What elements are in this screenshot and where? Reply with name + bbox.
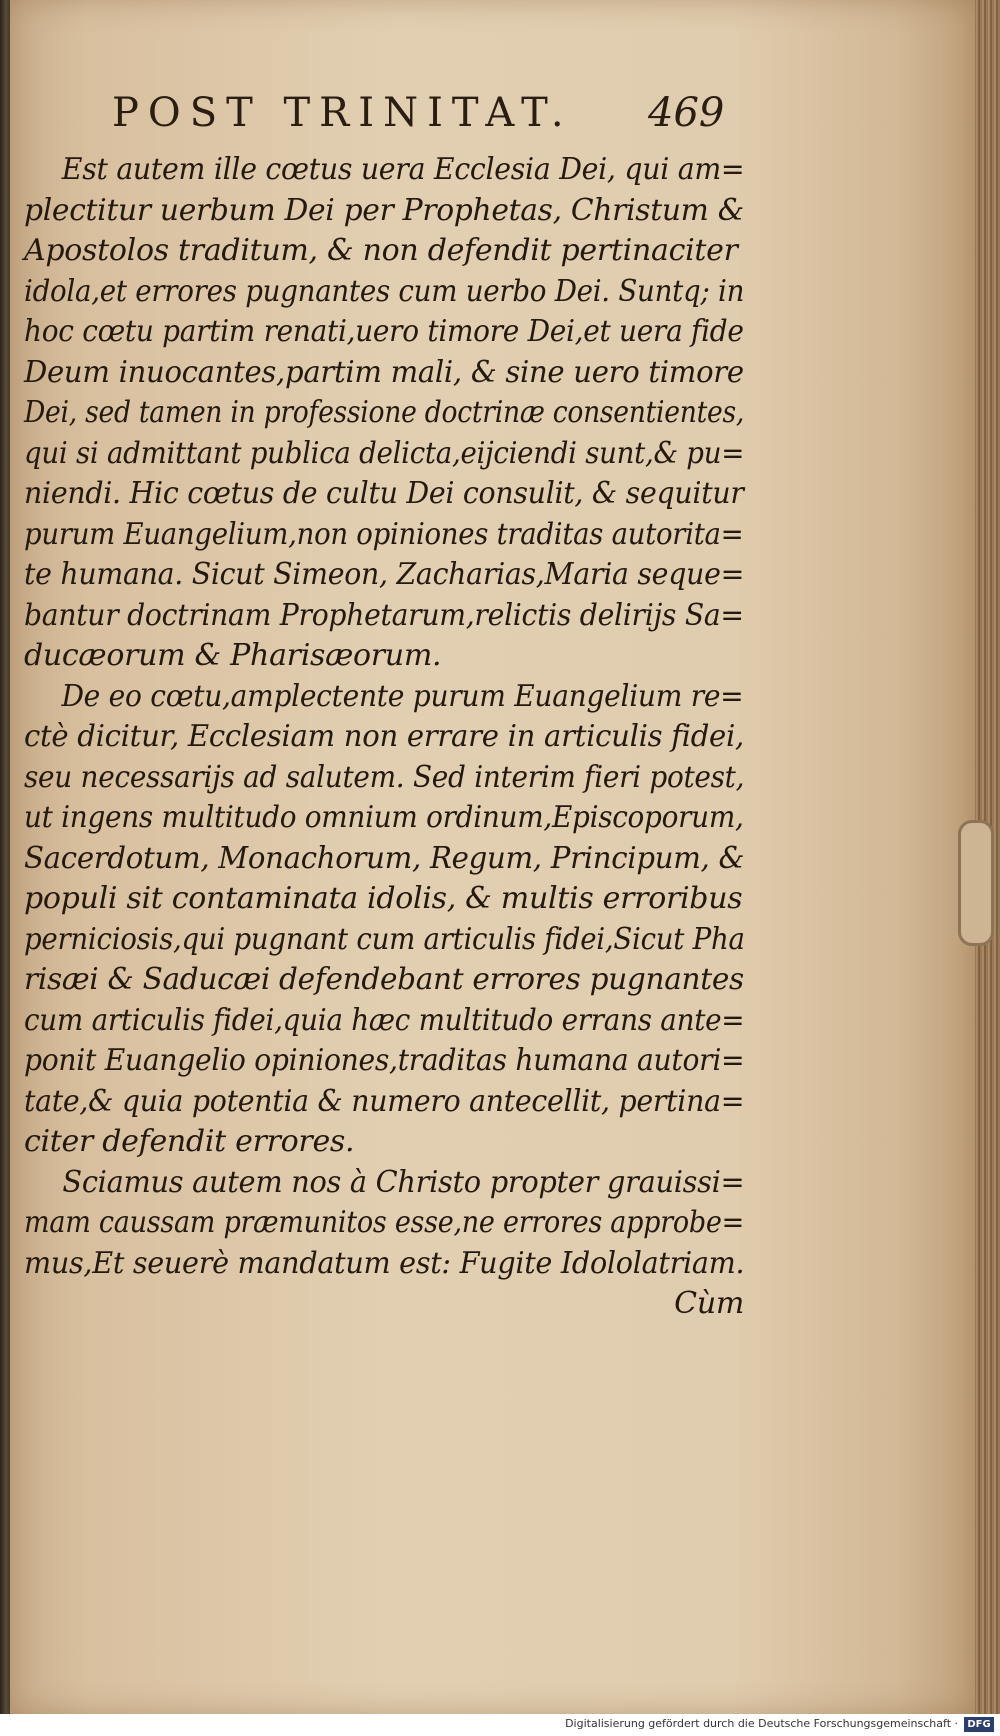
text-line: citer defendit errores. bbox=[24, 1124, 355, 1159]
text-line: Est autem ille cœtus uera Ecclesia Dei, qui am= bbox=[61, 152, 745, 187]
body-text bbox=[24, 150, 744, 1325]
text-line: qui si admittant publica delicta,eijciendi sunt,& pu= bbox=[24, 435, 745, 471]
text-line: cum articulis fidei,quia hæc multitudo errans ante= bbox=[24, 1002, 745, 1038]
text-line: mam caussam præmunitos esse,ne errores approbe= bbox=[24, 1205, 745, 1240]
folio-number: 469 bbox=[648, 90, 725, 136]
text-line: ponit Euangelio opiniones,traditas humana autori= bbox=[24, 1043, 745, 1078]
text-line: Sacerdotum, Monachorum, Regum, Principum, & bbox=[24, 840, 745, 876]
text-line: perniciosis,qui pugnant cum articulis fidei,Sicut Pha bbox=[24, 921, 745, 957]
text-line: mus,Et seuerè mandatum est: Fugite Idololatriam. bbox=[24, 1245, 745, 1281]
running-head bbox=[0, 90, 1000, 140]
text-line: purum Euangelium,non opiniones traditas autorita= bbox=[24, 516, 744, 552]
text-line: De eo cœtu,amplectente purum Euangelium re= bbox=[61, 678, 744, 714]
text-line: tate,& quia potentia & numero antecellit, pertina= bbox=[24, 1083, 745, 1119]
dfg-logo: DFG bbox=[964, 1717, 994, 1732]
text-line: ducæorum & Pharisæorum. bbox=[24, 638, 442, 673]
text-line: Apostolos traditum, & non defendit pertinaciter bbox=[24, 233, 738, 268]
text-line: seu necessarijs ad salutem. Sed interim fieri potest, bbox=[24, 759, 745, 795]
text-line: ctè dicitur, Ecclesiam non errare in articulis fidei, bbox=[24, 719, 744, 754]
book-clasp bbox=[958, 820, 994, 946]
text-line: risæi & Saducæi defendebant errores pugnantes bbox=[24, 962, 744, 997]
text-line: Deum inuocantes,partim mali, & sine uero timore bbox=[24, 354, 744, 390]
text-line: niendi. Hic cœtus de cultu Dei consulit, & sequitur bbox=[24, 476, 744, 511]
text-line: hoc cœtu partim renati,uero timore Dei,et uera fide bbox=[24, 314, 744, 349]
text-line: Sciamus autem nos à Christo propter grauissi= bbox=[62, 1164, 745, 1200]
catchword: Cùm bbox=[674, 1286, 744, 1321]
footer-credit: Digitalisierung gefördert durch die Deutsche Forschungsgemeinschaft · bbox=[565, 1717, 958, 1730]
digitization-footer bbox=[0, 1714, 1000, 1736]
text-line: Dei, sed tamen in professione doctrinæ consentientes, bbox=[24, 395, 745, 430]
text-line: ut ingens multitudo omnium ordinum,Episcoporum, bbox=[24, 800, 744, 835]
text-line: te humana. Sicut Simeon, Zacharias,Maria seque= bbox=[24, 557, 745, 592]
text-line: populi sit contaminata idolis, & multis erroribus bbox=[24, 881, 743, 916]
running-title: POST TRINITAT. bbox=[112, 90, 573, 136]
text-line: bantur doctrinam Prophetarum,relictis delirijs Sa= bbox=[24, 597, 744, 633]
text-line: plectitur uerbum Dei per Prophetas, Christum & bbox=[24, 192, 744, 228]
text-line: idola,et errores pugnantes cum uerbo Dei. Suntq; in bbox=[24, 273, 745, 309]
